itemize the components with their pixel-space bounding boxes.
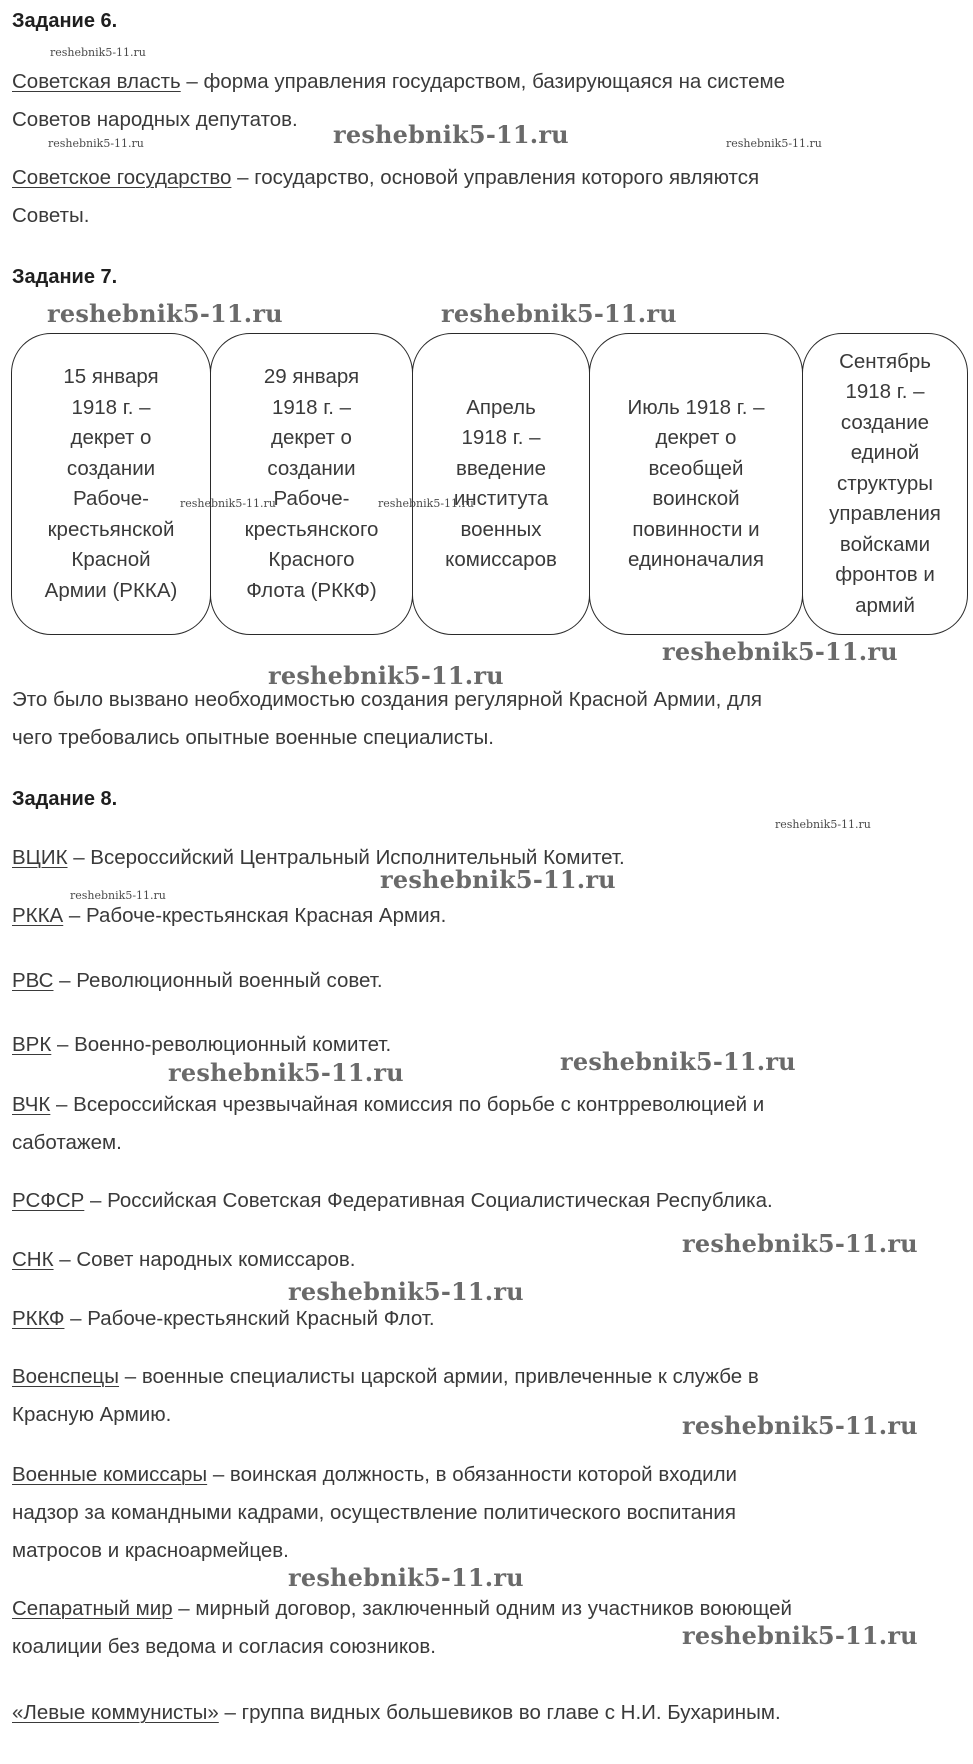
definition-soviet-power-cont: Советов народных депутатов. (12, 108, 298, 131)
definition-text: – мирный договор, заключенный одним из участников воюющей (172, 1597, 792, 1620)
abbr-vchk-cont: саботажем. (12, 1131, 122, 1154)
term-levye[interactable]: «Левые коммунисты» (12, 1701, 219, 1724)
watermark: reshebnik5-11.ru (50, 46, 146, 59)
term-vcik[interactable]: ВЦИК (12, 846, 68, 869)
watermark: reshebnik5-11.ru (682, 1411, 918, 1440)
watermark: reshebnik5-11.ru (380, 865, 616, 894)
watermark: reshebnik5-11.ru (168, 1058, 404, 1087)
watermark: reshebnik5-11.ru (775, 818, 871, 831)
timeline-text: Июль 1918 г. – декрет о всеобщей воинской повинности и единоначалия (627, 395, 765, 571)
term-vchk[interactable]: ВЧК (12, 1093, 51, 1116)
watermark: reshebnik5-11.ru (268, 661, 504, 690)
def-komissary-cont2: матросов и красноармейцев. (12, 1539, 289, 1562)
term-voenspecy[interactable]: Военспецы (12, 1365, 120, 1388)
term-snk[interactable]: СНК (12, 1248, 54, 1271)
definition-text: – Совет народных комиссаров. (53, 1248, 356, 1271)
term-soviet-state[interactable]: Советское государство (12, 166, 232, 189)
timeline-text: Сентябрь 1918 г. – создание единой структуры управления войсками фронтов и армий (829, 349, 941, 617)
term-soviet-power[interactable]: Советская власть (12, 70, 181, 93)
definition-text: – государство, основой управления которого являются (231, 166, 760, 189)
watermark: reshebnik5-11.ru (682, 1229, 918, 1258)
definition-text: – Рабоче-крестьянская Красная Армия. (63, 904, 447, 927)
watermark: reshebnik5-11.ru (288, 1563, 524, 1592)
definition-text: – Всероссийский Центральный Исполнительный Комитет. (67, 846, 625, 869)
timeline-box-1 (11, 333, 211, 635)
watermark: reshebnik5-11.ru (47, 299, 283, 328)
definition-text: – форма управления государством, базирующаяся на системе (180, 70, 785, 93)
definition-text: – Революционный военный совет. (53, 969, 383, 992)
def-voenspecy (12, 1358, 759, 1396)
def-levye (12, 1694, 781, 1732)
term-separatny[interactable]: Сепаратный мир (12, 1597, 173, 1620)
watermark: reshebnik5-11.ru (682, 1621, 918, 1650)
definition-soviet-power (12, 63, 785, 101)
abbr-vchk (12, 1086, 764, 1124)
term-vrk[interactable]: ВРК (12, 1033, 52, 1056)
abbr-snk (12, 1241, 356, 1279)
watermark: reshebnik5-11.ru (662, 637, 898, 666)
timeline-text: 15 января 1918 г. – декрет о создании Рабоче- крестьянской Красной Армии (РККА) (44, 365, 178, 602)
task6-heading: Задание 6. (12, 10, 118, 32)
abbr-rkka (12, 897, 446, 935)
definition-text: – Российская Советская Федеративная Социалистическая Республика. (84, 1189, 773, 1212)
definition-text: – Рабоче-крестьянский Красный Флот. (64, 1307, 435, 1330)
task7-conclusion: Это было вызвано необходимостью создания регулярной Красной Армии, для (12, 688, 763, 711)
watermark: reshebnik5-11.ru (441, 299, 677, 328)
term-rsfsr[interactable]: РСФСР (12, 1189, 85, 1212)
definition-soviet-state (12, 159, 759, 197)
watermark: reshebnik5-11.ru (333, 120, 569, 149)
term-rkka[interactable]: РККА (12, 904, 64, 927)
timeline-text: 29 января 1918 г. – декрет о создании Рабоче- крестьянского Красного Флота (РККФ) (244, 365, 379, 602)
def-voenspecy-cont: Красную Армию. (12, 1403, 172, 1426)
definition-soviet-state-cont: Советы. (12, 204, 90, 227)
term-komissary[interactable]: Военные комиссары (12, 1463, 208, 1486)
definition-text: – Всероссийская чрезвычайная комиссия по борьбе с контрреволюцией и (50, 1093, 765, 1116)
definition-text: – военные специалисты царской армии, привлеченные к службе в (119, 1365, 759, 1388)
watermark: reshebnik5-11.ru (180, 497, 276, 510)
watermark: reshebnik5-11.ru (48, 137, 144, 150)
timeline-box-4 (589, 333, 803, 635)
watermark: reshebnik5-11.ru (726, 137, 822, 150)
term-rkkf[interactable]: РККФ (12, 1307, 65, 1330)
definition-text: – воинская должность, в обязанности которой входили (207, 1463, 738, 1486)
def-separatny-cont: коалиции без ведома и согласия союзников. (12, 1635, 437, 1658)
task7-conclusion-cont: чего требовались опытные военные специалисты. (12, 726, 494, 749)
term-rvs[interactable]: РВС (12, 969, 54, 992)
definition-text: – группа видных большевиков во главе с Н.И. Бухариным. (218, 1701, 781, 1724)
def-komissary-cont1: надзор за командными кадрами, осуществление политического воспитания (12, 1501, 736, 1524)
timeline-box-3 (412, 333, 590, 635)
task7-heading: Задание 7. (12, 266, 118, 288)
watermark: reshebnik5-11.ru (288, 1277, 524, 1306)
def-komissary (12, 1456, 737, 1494)
watermark: reshebnik5-11.ru (70, 889, 166, 902)
timeline-text: Апрель 1918 г. – введение института военных комиссаров (445, 395, 557, 571)
task8-heading: Задание 8. (12, 788, 118, 810)
definition-text: – Военно-революционный комитет. (51, 1033, 392, 1056)
def-separatny (12, 1590, 792, 1628)
timeline-box-5 (802, 333, 968, 635)
watermark: reshebnik5-11.ru (560, 1047, 796, 1076)
abbr-rsfsr (12, 1182, 773, 1220)
abbr-rvs (12, 962, 383, 1000)
watermark: reshebnik5-11.ru (378, 497, 474, 510)
timeline-box-2 (210, 333, 413, 635)
